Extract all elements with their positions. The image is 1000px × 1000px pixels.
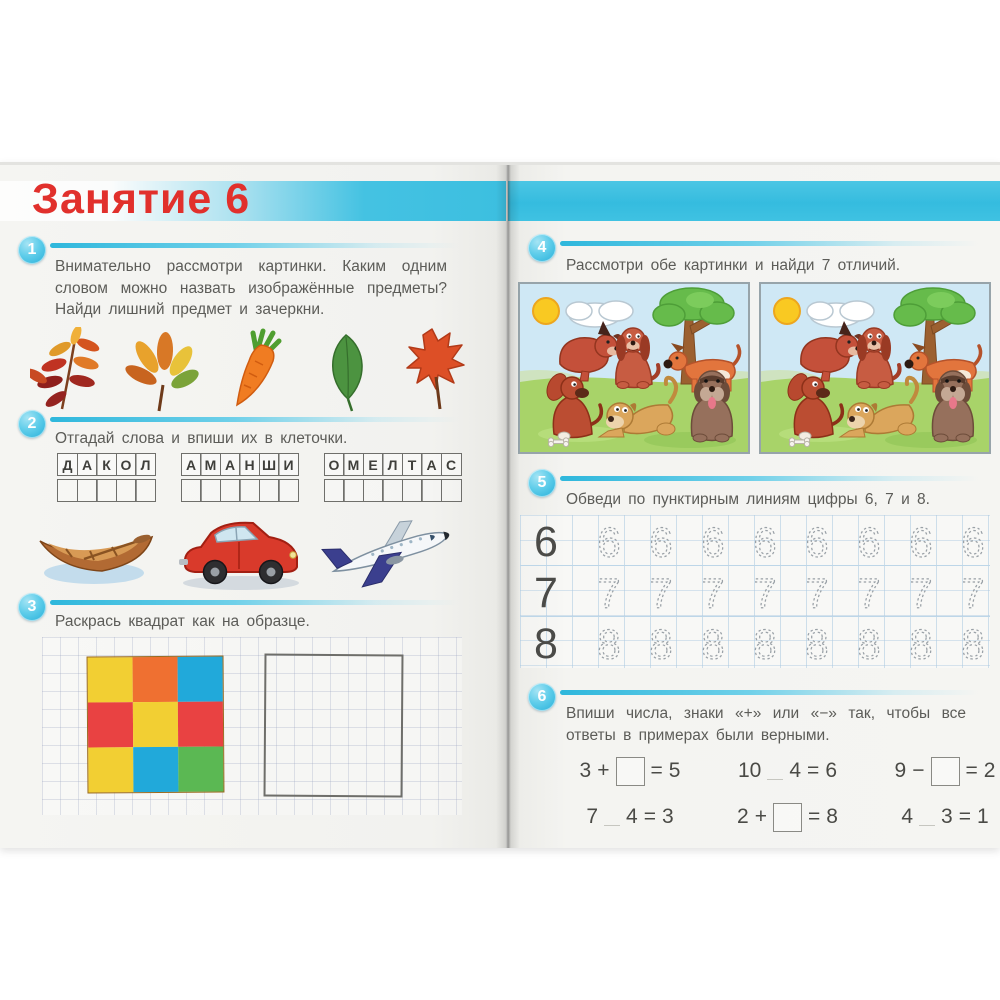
exercise-3-badge: 3 [18, 593, 46, 621]
svg-text:7: 7 [753, 570, 777, 616]
exercise-rule [560, 241, 978, 246]
svg-text:8: 8 [857, 621, 881, 667]
carrot-image [211, 325, 295, 415]
sample-grid-cell [88, 657, 133, 702]
equation-token: 3 [661, 805, 674, 828]
exercise-5-badge: 5 [528, 469, 556, 497]
dotted-trace-digit [690, 515, 736, 565]
green-leaf-image [306, 327, 382, 415]
exercise-rule [50, 417, 458, 422]
letter-boxes-row [181, 453, 298, 476]
svg-text:8: 8 [753, 621, 777, 667]
find-differences-panels [518, 282, 991, 454]
equation-token: 3 [579, 759, 592, 782]
svg-text:7: 7 [701, 570, 725, 616]
dotted-trace-digit [794, 566, 840, 616]
equation-token: = [958, 805, 971, 828]
letter-cell: Л [135, 453, 156, 476]
dotted-trace-digit [950, 515, 996, 565]
letter-cell: С [441, 453, 462, 476]
svg-text:7: 7 [597, 570, 621, 616]
equation-token: + [754, 805, 767, 828]
answer-box [773, 803, 802, 832]
exercise-1-badge: 1 [18, 236, 46, 264]
equation-token: = [808, 805, 821, 828]
word-group [324, 453, 461, 502]
solid-digit: 8 [534, 620, 558, 668]
exercise-5-instruction: Обведи по пунктирным линиям цифры 6, 7 и 8. [566, 491, 930, 508]
trace-rows [520, 515, 990, 668]
svg-text:8: 8 [649, 621, 673, 667]
svg-text:6: 6 [701, 519, 725, 565]
dotted-trace-digit [794, 515, 840, 565]
equation-token: − [912, 759, 925, 782]
equation-token: = [650, 759, 663, 782]
letter-cell: К [96, 453, 117, 476]
letter-cell: Н [239, 453, 260, 476]
maple-leaf-image [392, 325, 472, 415]
letter-cell: И [278, 453, 299, 476]
svg-text:6: 6 [805, 519, 829, 565]
exercise-rule [50, 600, 458, 605]
dotted-trace-digit [638, 566, 684, 616]
word-group [181, 453, 298, 502]
sign-blank [767, 763, 783, 780]
equation-token: 2 [983, 759, 996, 782]
dotted-trace-digit [846, 515, 892, 565]
sample-grid-cell [133, 702, 178, 747]
dotted-trace-digit [794, 617, 840, 667]
letter-cell: О [116, 453, 137, 476]
sample-grid-cell [178, 702, 223, 747]
dotted-trace-digit [690, 566, 736, 616]
svg-text:6: 6 [961, 519, 985, 565]
answer-box [931, 757, 960, 786]
left-page [0, 165, 506, 848]
exercise-1-instruction: Внимательно рассмотри картинки. Каким одним словом можно назвать изображённые предметы? Найди лишний предмет и зачеркни. [55, 258, 447, 318]
equation-token: 5 [668, 759, 681, 782]
exercise-1-pictures [30, 325, 472, 415]
dotted-trace-digit [950, 566, 996, 616]
letter-cell: М [200, 453, 221, 476]
svg-text:8: 8 [909, 621, 933, 667]
trace-row [520, 566, 990, 617]
equation-token: 6 [825, 759, 837, 782]
equation-token: 3 [941, 805, 953, 828]
dotted-trace-digit [950, 617, 996, 667]
dotted-trace-digit [586, 617, 632, 667]
dotted-trace-digit [586, 566, 632, 616]
equation-token: = [965, 759, 978, 782]
word-group [57, 453, 155, 502]
svg-text:7: 7 [909, 570, 933, 616]
solid-digit: 6 [534, 518, 558, 566]
workbook-spread [0, 162, 1000, 848]
letter-cell: Д [57, 453, 78, 476]
dotted-trace-digit [742, 566, 788, 616]
exercise-2-instruction: Отгадай слова и впиши их в клеточки. [55, 430, 348, 447]
letter-cell: А [220, 453, 241, 476]
exercise-2-badge: 2 [18, 410, 46, 438]
equation-token: 4 [901, 805, 914, 828]
exercise-rule [560, 690, 978, 695]
svg-text:6: 6 [909, 519, 933, 565]
svg-text:6: 6 [597, 519, 621, 565]
letter-boxes-row [324, 453, 461, 476]
letter-cell: Л [382, 453, 403, 476]
equation-token: 4 [789, 759, 802, 782]
trace-row [520, 515, 990, 566]
sign-blank [919, 809, 935, 826]
rowan-leaf-image [30, 327, 110, 415]
scrambled-words-row [57, 453, 460, 502]
svg-text:8: 8 [701, 621, 725, 667]
equation-token: 1 [976, 805, 989, 828]
equation [560, 751, 700, 791]
equation-token: 8 [826, 805, 838, 828]
equation-token: = [643, 805, 656, 828]
dotted-trace-digit [690, 617, 736, 667]
dotted-trace-digit [742, 617, 788, 667]
svg-text:6: 6 [753, 519, 777, 565]
dotted-trace-digit [638, 617, 684, 667]
dotted-trace-digit [742, 515, 788, 565]
sample-color-grid [88, 657, 224, 793]
equation-token: + [597, 759, 610, 782]
dotted-trace-digit [898, 515, 944, 565]
exercise-3-instruction: Раскрась квадрат как на образце. [55, 613, 310, 630]
exercise-6-instruction: Впиши числа, знаки «+» или «−» так, чтобы все ответы в примерах были верными. [566, 705, 966, 744]
equation-token: 9 [894, 759, 907, 782]
equation-token: 7 [586, 805, 599, 828]
equations-grid [560, 751, 1000, 837]
exercise-2-pictures [32, 499, 460, 595]
chestnut-leaf-image [121, 327, 201, 415]
svg-text:7: 7 [649, 570, 673, 616]
letter-cell: Т [402, 453, 423, 476]
letter-cell: А [77, 453, 98, 476]
sample-grid-cell [133, 657, 178, 702]
letter-cell: Е [363, 453, 384, 476]
letter-cell: А [181, 453, 202, 476]
svg-text:6: 6 [649, 519, 673, 565]
letter-cell: О [324, 453, 345, 476]
letter-cell: А [421, 453, 442, 476]
equation-token: 10 [738, 759, 762, 782]
sample-grid-cell [133, 747, 178, 792]
solid-digit: 7 [534, 569, 558, 617]
svg-text:8: 8 [805, 621, 829, 667]
exercise-rule [50, 243, 458, 248]
svg-text:7: 7 [857, 570, 881, 616]
dotted-trace-digit [638, 515, 684, 565]
sign-blank [604, 809, 620, 826]
dotted-trace-digit [898, 566, 944, 616]
boat-image [32, 513, 162, 595]
answer-box [616, 757, 645, 786]
equation [875, 797, 1000, 837]
sample-grid-cell [88, 747, 133, 792]
dotted-trace-digit [898, 617, 944, 667]
dotted-trace-digit [846, 566, 892, 616]
equation [710, 751, 865, 791]
right-page [508, 165, 1000, 848]
letter-cell: Ш [259, 453, 280, 476]
dogs-scene-left [518, 282, 750, 454]
airplane-image [320, 503, 460, 595]
equation-token: 2 [737, 805, 749, 828]
empty-copy-square [264, 654, 404, 798]
letter-cell: М [343, 453, 364, 476]
sample-grid-cell [178, 747, 223, 792]
header-band-right [508, 181, 1000, 221]
graph-paper-panel [42, 637, 462, 815]
svg-text:8: 8 [961, 621, 985, 667]
sample-grid-cell [88, 702, 133, 747]
exercise-rule [560, 476, 978, 481]
book-spine [496, 165, 520, 848]
exercise-4-badge: 4 [528, 234, 556, 262]
exercise-6-badge: 6 [528, 683, 556, 711]
equation [560, 797, 700, 837]
letter-boxes-row [57, 453, 155, 476]
equation-token: 4 [626, 805, 638, 828]
svg-text:7: 7 [805, 570, 829, 616]
svg-text:8: 8 [597, 621, 621, 667]
equation [710, 797, 865, 837]
dotted-trace-digit [846, 617, 892, 667]
dotted-trace-digit [586, 515, 632, 565]
dogs-scene-right [759, 282, 991, 454]
trace-row [520, 617, 990, 667]
exercise-4-instruction: Рассмотри обе картинки и найди 7 отличий. [566, 257, 901, 274]
svg-text:6: 6 [857, 519, 881, 565]
svg-text:7: 7 [961, 570, 985, 616]
equation [875, 751, 1000, 791]
sample-grid-cell [178, 657, 223, 702]
car-image [173, 509, 309, 595]
equation-token: = [807, 759, 820, 782]
page-title: Занятие 6 [32, 175, 251, 223]
